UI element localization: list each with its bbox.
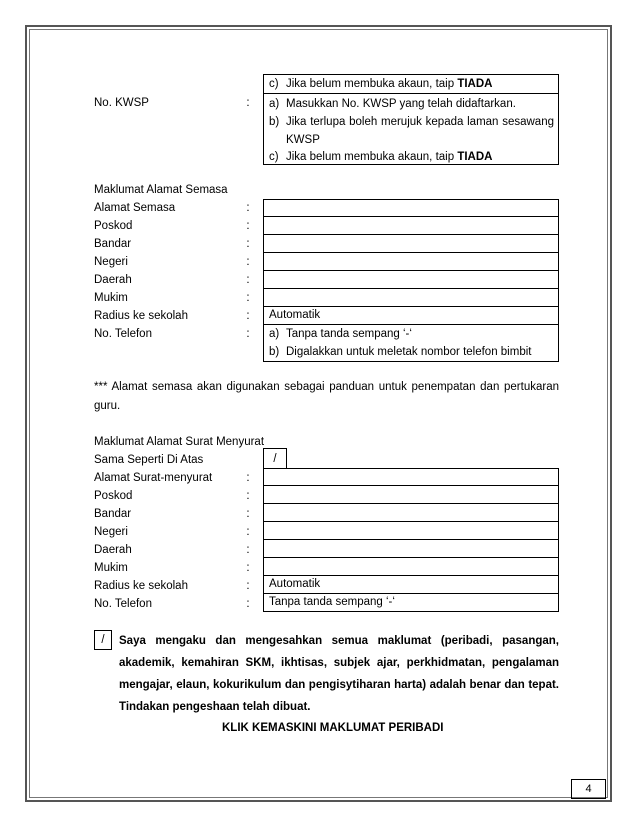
label-mukim: Mukim <box>94 292 128 304</box>
check-mark-icon: / <box>273 453 277 465</box>
kwsp-top-box: c) Jika belum membuka akaun, taip TIADA <box>263 74 559 94</box>
page-number: 4 <box>571 779 606 799</box>
colon: : <box>246 202 250 214</box>
alamat-semasa-field[interactable] <box>263 199 559 217</box>
declaration-checkbox[interactable] <box>94 630 112 650</box>
label-alamat-surat: Alamat Surat-menyurat <box>94 472 213 484</box>
alamat-semasa-heading: Maklumat Alamat Semasa <box>94 184 228 196</box>
colon: : <box>246 220 250 232</box>
colon: : <box>246 310 250 322</box>
daerah-field-2[interactable] <box>263 540 559 558</box>
colon: : <box>246 490 250 502</box>
colon: : <box>246 508 250 520</box>
radius-field: Automatik <box>263 307 559 325</box>
label-radius-2: Radius ke sekolah <box>94 580 188 592</box>
bandar-field[interactable] <box>263 235 559 253</box>
label-radius: Radius ke sekolah <box>94 310 188 322</box>
label-alamat-semasa: Alamat Semasa <box>94 202 176 214</box>
colon: : <box>246 256 250 268</box>
check-mark-icon: / <box>101 634 105 646</box>
kwsp-colon: : <box>246 97 250 109</box>
label-daerah: Daerah <box>94 274 132 286</box>
colon: : <box>246 526 250 538</box>
colon: : <box>246 544 250 556</box>
label-daerah-2: Daerah <box>94 544 132 556</box>
telefon-box[interactable]: a) Tanpa tanda sempang ‘-‘ b) Digalakkan untuk meletak nombor telefon bimbit <box>263 325 559 362</box>
update-action-label[interactable]: KLIK KEMASKINI MAKLUMAT PERIBADI <box>222 722 444 734</box>
bandar-field-2[interactable] <box>263 504 559 522</box>
colon: : <box>246 238 250 250</box>
negeri-field[interactable] <box>263 253 559 271</box>
poskod-field[interactable] <box>263 217 559 235</box>
colon: : <box>246 562 250 574</box>
colon: : <box>246 292 250 304</box>
label-poskod: Poskod <box>94 220 133 232</box>
daerah-field[interactable] <box>263 271 559 289</box>
label-telefon: No. Telefon <box>94 328 152 340</box>
radius-field-2: Automatik <box>263 576 559 594</box>
same-as-above-checkbox[interactable] <box>263 448 287 468</box>
note-line1: *** Alamat semasa akan digunakan sebagai panduan untuk penempatan dan pertukaran <box>94 381 559 393</box>
colon: : <box>246 598 250 610</box>
mukim-field-2[interactable] <box>263 558 559 576</box>
label-mukim-2: Mukim <box>94 562 128 574</box>
declaration-text: Saya mengaku dan mengesahkan semua maklumat (peribadi, pasangan, akademik, kemahiran SKM, ikhtisas, subjek ajar, perkhidmatan, pengalaman mengajar, elaun, kokurikulum dan pengisytiharan harta) adalah benar dan tepat. Tindakan pengeshaan telah dibuat. <box>119 635 559 713</box>
colon: : <box>246 274 250 286</box>
colon: : <box>246 580 250 592</box>
alamat-surat-heading: Maklumat Alamat Surat Menyurat <box>94 436 265 448</box>
label-poskod-2: Poskod <box>94 490 133 502</box>
kwsp-label: No. KWSP <box>94 97 149 109</box>
colon: : <box>246 328 250 340</box>
label-bandar: Bandar <box>94 238 132 250</box>
label-negeri: Negeri <box>94 256 128 268</box>
label-negeri-2: Negeri <box>94 526 128 538</box>
label-telefon-2: No. Telefon <box>94 598 152 610</box>
poskod-field-2[interactable] <box>263 486 559 504</box>
note-line2: guru. <box>94 400 121 412</box>
negeri-field-2[interactable] <box>263 522 559 540</box>
same-as-above-label: Sama Seperti Di Atas <box>94 454 204 466</box>
label-bandar-2: Bandar <box>94 508 132 520</box>
alamat-surat-field[interactable] <box>263 468 559 486</box>
colon: : <box>246 472 250 484</box>
kwsp-box: a) Masukkan No. KWSP yang telah didaftarkan. b) Jika terlupa boleh merujuk kepada laman sesawang KWSP c) Jika belum membuka akaun, taip TIADA <box>263 93 559 165</box>
mukim-field[interactable] <box>263 289 559 307</box>
telefon-field-2[interactable]: Tanpa tanda sempang ‘-‘ <box>263 594 559 612</box>
